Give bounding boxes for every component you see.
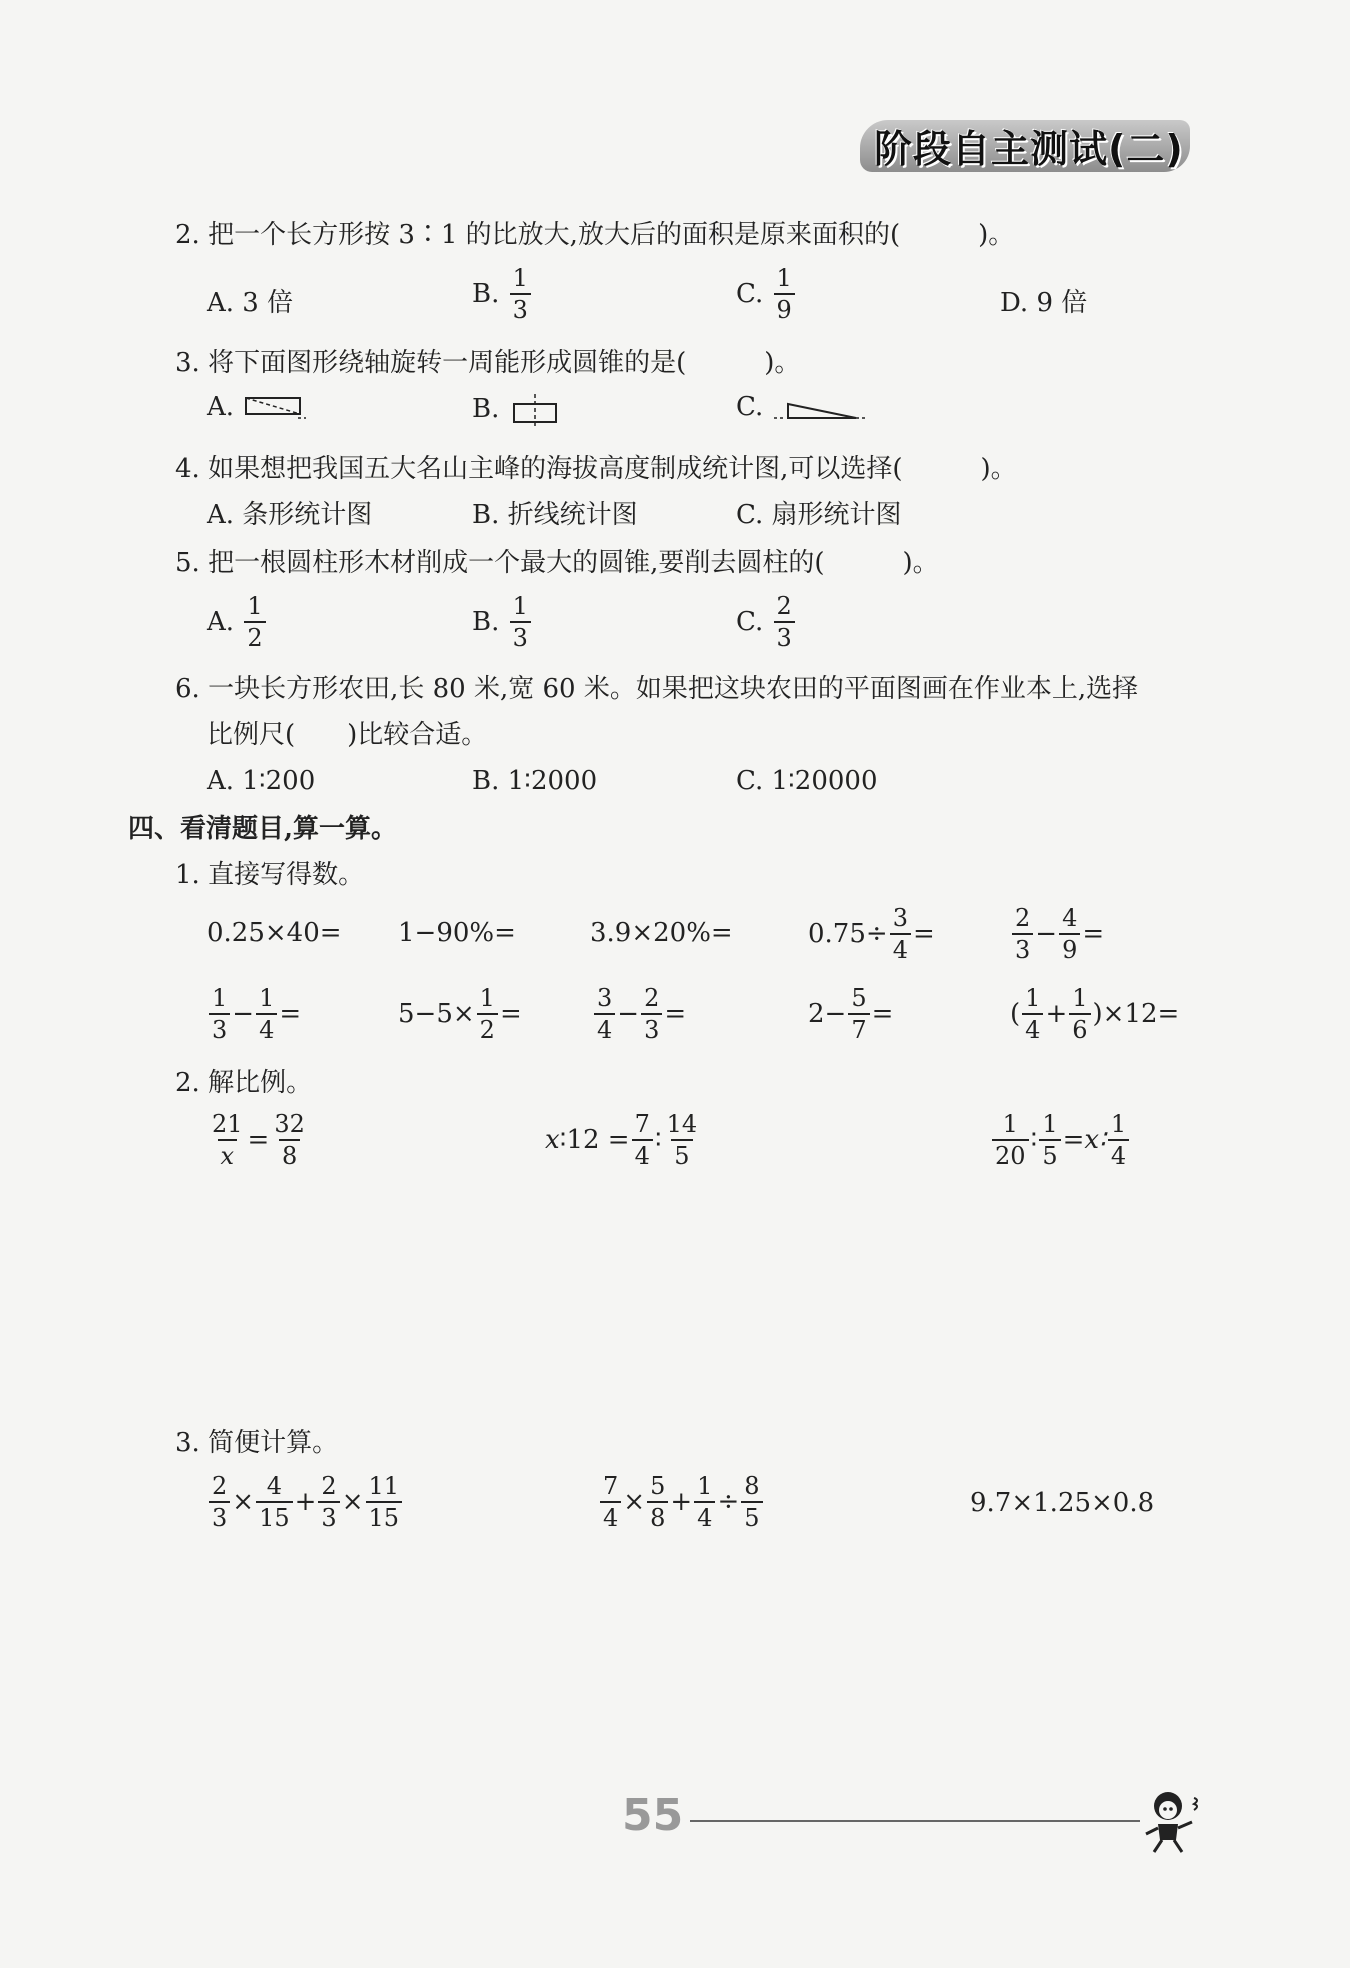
q3-option-c-label: C.	[736, 392, 764, 422]
fraction-denominator: 3	[209, 1501, 230, 1530]
q6-option-b: B. 1∶2000	[472, 766, 598, 796]
calc-5-fraction-2	[1059, 906, 1080, 962]
question-5-stem: 5. 把一根圆柱形木材削成一个最大的圆锥,要削去圆柱的( )。	[175, 548, 939, 578]
calc-7-prefix: 5−5×	[398, 999, 475, 1029]
fraction-denominator: 5	[671, 1139, 692, 1168]
q5-option-b-label: B.	[472, 607, 500, 637]
simplify-3-text: 9.7×1.25×0.8	[970, 1488, 1155, 1518]
cartoon-mascot-icon	[1138, 1784, 1210, 1856]
fraction-denominator: x	[218, 1139, 238, 1168]
calc-3-text: 3.9×20%=	[590, 918, 733, 948]
simplify-2	[598, 1474, 765, 1530]
fraction-numerator: 8	[744, 1472, 760, 1500]
fraction-denominator: 3	[209, 1013, 230, 1042]
fraction-numerator: 1	[697, 1472, 713, 1500]
proportion-3-colon: ∶	[1030, 1125, 1038, 1155]
fraction-numerator: 1	[212, 984, 228, 1012]
fraction-denominator: 5	[741, 1501, 762, 1530]
calc-8	[592, 986, 686, 1042]
fraction-numerator: 2	[644, 984, 660, 1012]
fraction-numerator: 3	[597, 984, 613, 1012]
calc-9-equals: =	[871, 999, 894, 1029]
fraction-denominator: 4	[1022, 1013, 1043, 1042]
proportion-1-fraction-1	[209, 1112, 246, 1168]
calc-6-operator: −	[232, 999, 255, 1029]
fraction-numerator: 1	[1042, 1110, 1058, 1138]
q5-option-c-label: C.	[736, 607, 764, 637]
fraction-numerator: 11	[368, 1472, 400, 1500]
simplify-1-operator-3: ×	[341, 1487, 364, 1517]
proportion-2-variable: x	[545, 1125, 560, 1155]
fraction-denominator: 4	[632, 1139, 653, 1168]
q2-option-b-fraction	[510, 266, 531, 322]
simplify-2-operator-1: ×	[623, 1487, 646, 1517]
question-6-line-1: 6. 一块长方形农田,长 80 米,宽 60 米。如果把这块农田的平面图画在作业本上,选择	[175, 674, 1139, 704]
simplify-2-operator-3: ÷	[717, 1487, 740, 1517]
fraction-denominator: 3	[510, 621, 531, 650]
proportion-3-fraction-2	[1039, 1112, 1060, 1168]
q3-option-b-label: B.	[472, 394, 500, 424]
simplify-1-operator-2: +	[294, 1487, 317, 1517]
fraction-denominator: 7	[848, 1013, 869, 1042]
fraction-denominator: 2	[477, 1013, 498, 1042]
right-triangle-icon	[772, 392, 868, 422]
fraction-numerator: 14	[666, 1110, 698, 1138]
fraction-numerator: 2	[1015, 904, 1031, 932]
fraction-numerator: 21	[212, 1110, 243, 1138]
calc-4-equals: =	[912, 919, 935, 949]
part-2-title: 2. 解比例。	[175, 1068, 313, 1098]
calc-10-fraction-2	[1069, 986, 1090, 1042]
q3-option-a-label: A.	[207, 392, 235, 422]
calc-7	[398, 986, 522, 1042]
page-number: 55	[622, 1790, 684, 1841]
rectangle-with-diagonal-icon	[242, 392, 308, 422]
simplify-2-fraction-2	[647, 1474, 668, 1530]
fraction-denominator: 4	[694, 1501, 715, 1530]
simplify-1-fraction-3	[318, 1474, 339, 1530]
simplify-1-fraction-2	[256, 1474, 293, 1530]
fraction-denominator: 15	[366, 1501, 403, 1530]
fraction-numerator: 1	[247, 592, 263, 620]
fraction-denominator: 8	[647, 1501, 668, 1530]
fraction-numerator: 2	[212, 1472, 228, 1500]
calc-7-fraction	[477, 986, 498, 1042]
fraction-numerator: 2	[321, 1472, 337, 1500]
calc-10-fraction-1	[1022, 986, 1043, 1042]
q4-option-c: C. 扇形统计图	[736, 500, 902, 530]
fraction-denominator: 4	[1108, 1139, 1129, 1168]
q6-option-a: A. 1∶200	[207, 766, 316, 796]
proportion-1	[207, 1112, 310, 1168]
fraction-numerator: 1	[1072, 984, 1088, 1012]
q2-option-c-label: C.	[736, 279, 764, 309]
fraction-numerator: 32	[274, 1110, 305, 1138]
question-4-stem: 4. 如果想把我国五大名山主峰的海拔高度制成统计图,可以选择( )。	[175, 454, 1017, 484]
calc-6	[207, 986, 301, 1042]
q3-option-c	[736, 392, 868, 422]
fraction-denominator: 4	[890, 933, 911, 962]
calc-10-open-paren: (	[1010, 999, 1021, 1029]
fraction-denominator: 20	[992, 1139, 1029, 1168]
proportion-3-fraction-1	[992, 1112, 1029, 1168]
fraction-numerator: 1	[1025, 984, 1041, 1012]
fraction-numerator: 4	[266, 1472, 282, 1500]
question-6-line-2: 比例尺( )比较合适。	[207, 720, 488, 750]
fraction-numerator: 7	[634, 1110, 650, 1138]
part-1-title: 1. 直接写得数。	[175, 860, 365, 890]
q4-option-b: B. 折线统计图	[472, 500, 638, 530]
q3-option-b	[472, 392, 562, 426]
question-2-stem: 2. 把一个长方形按 3∶1 的比放大,放大后的面积是原来面积的( )。	[175, 220, 1015, 250]
fraction-denominator: 2	[244, 621, 265, 650]
simplify-1-fraction-1	[209, 1474, 230, 1530]
page-title: 阶段自主测试(二)	[874, 127, 1184, 171]
q4-option-a: A. 条形统计图	[207, 500, 373, 530]
fraction-numerator: 5	[650, 1472, 666, 1500]
fraction-denominator: 5	[1039, 1139, 1060, 1168]
simplify-2-fraction-1	[600, 1474, 621, 1530]
q2-option-b	[472, 266, 533, 322]
simplify-1	[207, 1474, 404, 1530]
simplify-2-fraction-4	[741, 1474, 762, 1530]
calc-10	[1010, 986, 1179, 1042]
fraction-numerator: 2	[776, 592, 792, 620]
q5-option-a-label: A.	[207, 607, 235, 637]
fraction-denominator: 9	[1059, 933, 1080, 962]
simplify-3	[970, 1488, 1154, 1518]
fraction-numerator: 7	[603, 1472, 619, 1500]
q2-option-d-text: D. 9 倍	[1000, 287, 1088, 318]
q5-option-c	[736, 594, 797, 650]
fraction-denominator: 4	[594, 1013, 615, 1042]
fraction-denominator: 3	[641, 1013, 662, 1042]
simplify-1-operator-1: ×	[232, 1487, 255, 1517]
simplify-2-fraction-3	[694, 1474, 715, 1530]
calc-1-text: 0.25×40=	[207, 918, 342, 948]
footer-rule	[690, 1820, 1140, 1822]
fraction-numerator: 1	[1110, 1110, 1127, 1138]
q5-option-c-fraction	[774, 594, 795, 650]
proportion-2-colon: ∶	[654, 1125, 662, 1155]
calc-8-equals: =	[664, 999, 687, 1029]
fraction-denominator: 3	[774, 621, 795, 650]
fraction-denominator: 15	[256, 1501, 293, 1530]
fraction-denominator: 4	[256, 1013, 277, 1042]
part-3-title: 3. 简便计算。	[175, 1428, 339, 1458]
fraction-numerator: 3	[892, 904, 908, 932]
calc-4-fraction	[890, 906, 911, 962]
fraction-denominator: 3	[318, 1501, 339, 1530]
calc-4	[808, 906, 935, 962]
calc-8-fraction-1	[594, 986, 615, 1042]
fraction-numerator: 1	[776, 264, 792, 292]
q2-option-b-label: B.	[472, 279, 500, 309]
simplify-2-operator-2: +	[670, 1487, 693, 1517]
calc-5-fraction-1	[1012, 906, 1033, 962]
calc-5-operator: −	[1035, 919, 1058, 949]
fraction-denominator: 6	[1069, 1013, 1090, 1042]
calc-6-fraction-2	[256, 986, 277, 1042]
proportion-3-fraction-3	[1108, 1112, 1129, 1168]
q6-option-c: C. 1∶20000	[736, 766, 878, 796]
fraction-denominator: 8	[279, 1139, 300, 1168]
proportion-2	[545, 1112, 702, 1168]
proportion-1-fraction-2	[271, 1112, 308, 1168]
q2-option-a	[207, 270, 293, 330]
q2-option-a-text: A. 3 倍	[207, 287, 294, 318]
fraction-numerator: 1	[259, 984, 275, 1012]
fraction-numerator: 1	[479, 984, 495, 1012]
calc-10-suffix: )×12=	[1092, 999, 1180, 1029]
calc-6-fraction-1	[209, 986, 230, 1042]
q5-option-a	[207, 594, 268, 650]
proportion-3-middle: =x∶	[1062, 1125, 1106, 1155]
section-4-title: 四、看清题目,算一算。	[128, 814, 398, 844]
proportion-2-fraction-1	[632, 1112, 653, 1168]
calc-1	[207, 918, 342, 948]
q5-option-b	[472, 594, 533, 650]
calc-8-fraction-2	[641, 986, 662, 1042]
fraction-numerator: 1	[512, 592, 528, 620]
calc-7-equals: =	[499, 999, 522, 1029]
calc-5	[1010, 906, 1104, 962]
proportion-3	[990, 1112, 1131, 1168]
q3-option-a	[207, 392, 308, 422]
proportion-1-equals: =	[247, 1125, 270, 1155]
calc-6-equals: =	[279, 999, 302, 1029]
fraction-numerator: 1	[512, 264, 528, 292]
proportion-2-fraction-2	[664, 1112, 701, 1168]
q2-option-c-fraction	[774, 266, 795, 322]
calc-9-prefix: 2−	[808, 999, 847, 1029]
q2-option-d	[1000, 270, 1087, 330]
question-3-stem: 3. 将下面图形绕轴旋转一周能形成圆锥的是( )。	[175, 348, 801, 378]
calc-8-operator: −	[617, 999, 640, 1029]
q5-option-a-fraction	[244, 594, 265, 650]
calc-4-prefix: 0.75÷	[808, 919, 888, 949]
fraction-denominator: 3	[510, 293, 531, 322]
fraction-denominator: 9	[774, 293, 795, 322]
q5-option-b-fraction	[510, 594, 531, 650]
fraction-numerator: 5	[851, 984, 867, 1012]
calc-9-fraction	[848, 986, 869, 1042]
fraction-denominator: 3	[1012, 933, 1033, 962]
fraction-numerator: 1	[1002, 1110, 1018, 1138]
fraction-numerator: 4	[1062, 904, 1078, 932]
fraction-denominator: 4	[600, 1501, 621, 1530]
rectangle-with-axis-icon	[508, 392, 562, 426]
calc-3	[590, 918, 733, 948]
calc-5-equals: =	[1082, 919, 1105, 949]
calc-9	[808, 986, 893, 1042]
simplify-1-fraction-4	[366, 1474, 403, 1530]
q2-option-c	[736, 266, 797, 322]
calc-2-text: 1−90%=	[398, 918, 516, 948]
proportion-2-middle: ∶12 =	[559, 1125, 630, 1155]
calc-10-operator: +	[1045, 999, 1068, 1029]
calc-2	[398, 918, 516, 948]
